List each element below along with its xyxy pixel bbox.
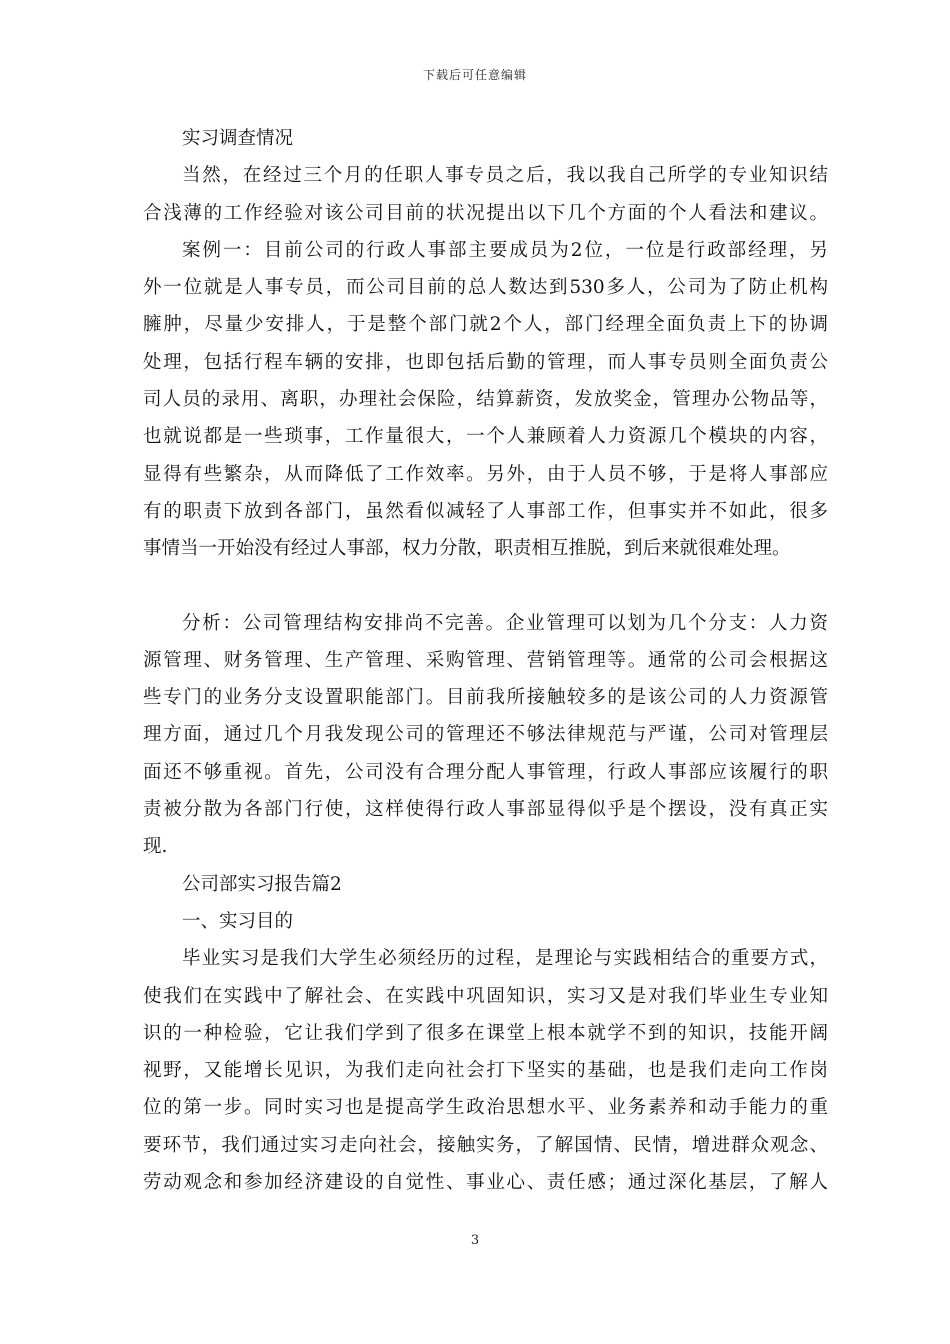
paragraph-line: 现. [143, 836, 168, 858]
page-number: 3 [470, 1233, 480, 1248]
paragraph-line: 视野，又能增长见识，为我们走向社会打下坚实的基础，也是我们走向工作岗 [143, 1060, 828, 1082]
paragraph-line: 司人员的录用、离职，办理社会保险，结算薪资，发放奖金，管理办公物品等， [143, 389, 828, 411]
paragraph-line: 处理，包括行程车辆的安排，也即包括后勤的管理，而人事专员则全面负责公 [143, 351, 828, 373]
paragraph-line: 当然，在经过三个月的任职人事专员之后，我以我自己所学的专业知识结 [182, 165, 828, 187]
paragraph-line: 有的职责下放到各部门，虽然看似减轻了人事部工作，但事实并不如此，很多 [143, 500, 828, 522]
paragraph-line: 也就说都是一些琐事，工作量很大，一个人兼顾着人力资源几个模块的内容， [143, 426, 828, 448]
section-subheading-purpose: 一、实习目的 [182, 910, 294, 932]
paragraph-line: 位的第一步。同时实习也是提高学生政治思想水平、业务素养和动手能力的重 [143, 1097, 828, 1119]
document-body [143, 120, 828, 1201]
paragraph-line: 理方面，通过几个月我发现公司的管理还不够法律规范与严谨，公司对管理层 [143, 724, 828, 746]
paragraph-line: 案例一：目前公司的行政人事部主要成员为2位，一位是行政部经理，另 [182, 239, 828, 261]
page-header: 下载后可任意编辑 [422, 68, 527, 82]
paragraph-line: 使我们在实践中了解社会、在实践中巩固知识，实习又是对我们毕业生专业知 [143, 985, 828, 1007]
paragraph-line: 合浅薄的工作经验对该公司目前的状况提出以下几个方面的个人看法和建议。 [143, 202, 828, 224]
paragraph-line: 责被分散为各部门行使，这样使得行政人事部显得似乎是个摆设，没有真正实 [143, 799, 828, 821]
paragraph-line: 些专门的业务分支设置职能部门。目前我所接触较多的是该公司的人力资源管 [143, 687, 828, 709]
paragraph-line: 臃肿，尽量少安排人，于是整个部门就2个人，部门经理全面负责上下的协调 [143, 314, 828, 336]
paragraph-line: 面还不够重视。首先，公司没有合理分配人事管理，行政人事部应该履行的职 [143, 761, 828, 783]
paragraph-line: 要环节，我们通过实习走向社会，接触实务，了解国情、民情，增进群众观念、 [143, 1134, 828, 1156]
section-heading-survey: 实习调查情况 [182, 128, 294, 149]
section-heading-report: 公司部实习报告篇2 [182, 873, 342, 895]
paragraph-gap [143, 568, 828, 605]
paragraph-line: 事情当一开始没有经过人事部，权力分散，职责相互推脱，到后来就很难处理。 [143, 538, 791, 560]
paragraph-line: 源管理、财务管理、生产管理、采购管理、营销管理等。通常的公司会根据这 [143, 649, 828, 671]
paragraph-line: 识的一种检验，它让我们学到了很多在课堂上根本就学不到的知识，技能开阔 [143, 1022, 828, 1044]
paragraph-line: 毕业实习是我们大学生必须经历的过程，是理论与实践相结合的重要方式， [182, 948, 828, 970]
paragraph-line: 劳动观念和参加经济建设的自觉性、事业心、责任感；通过深化基层，了解人 [143, 1172, 828, 1194]
paragraph-line: 显得有些繁杂，从而降低了工作效率。另外，由于人员不够，于是将人事部应 [143, 463, 828, 485]
paragraph-line: 分析：公司管理结构安排尚不完善。企业管理可以划为几个分支：人力资 [182, 612, 828, 634]
paragraph-line: 外一位就是人事专员，而公司目前的总人数达到530多人，公司为了防止机构 [143, 277, 828, 299]
